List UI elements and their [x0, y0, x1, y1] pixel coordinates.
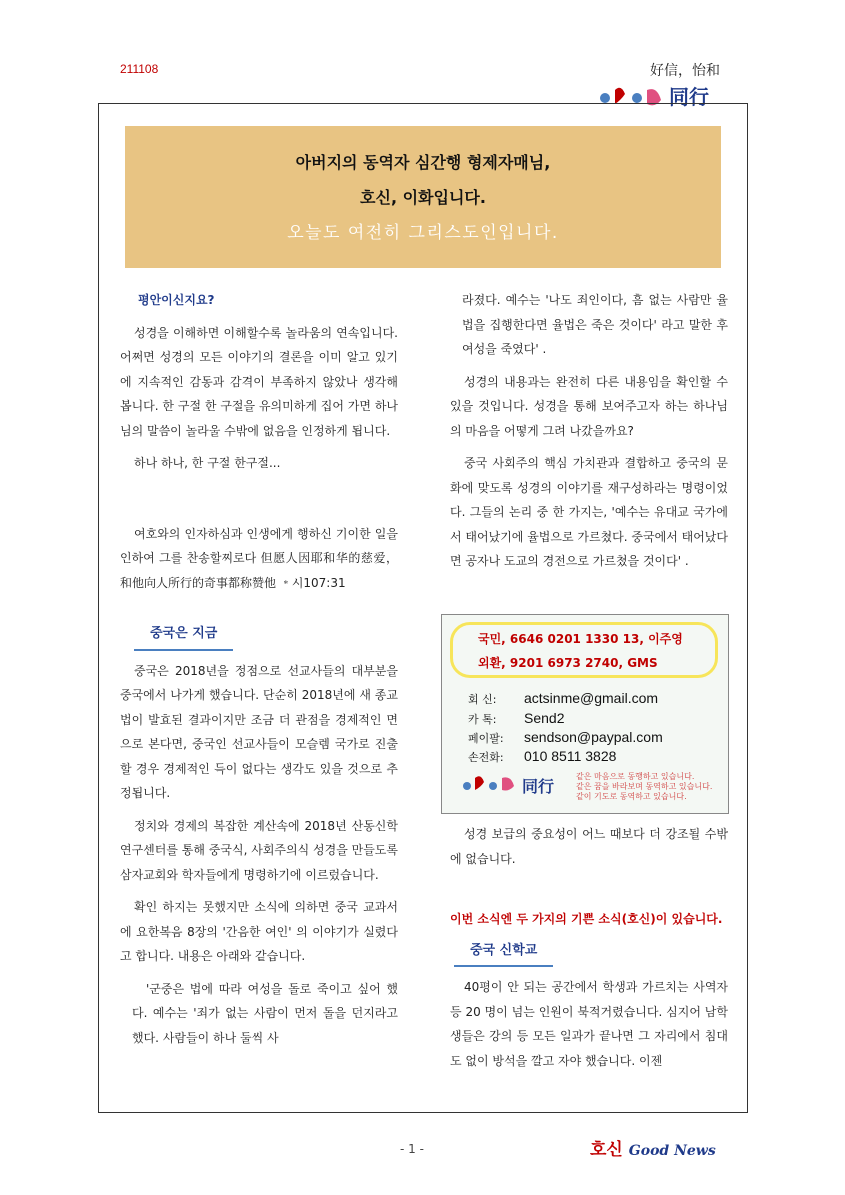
paypal-row: 페이팔: sendson@paypal.com: [468, 729, 663, 745]
paragraph: 정치와 경제의 복잡한 계산속에 2018년 산동신학연구센터를 통해 중국식, 사회주의식 성경을 만들도록 삼자교회와 학자들에게 명령하기에 이르렀습니다.: [120, 818, 398, 882]
bank-account-2: 외환, 9201 6973 2740, GMS: [478, 656, 658, 670]
paragraph: 중국은 2018년을 정점으로 선교사들의 대부분을 중국에서 나가게 했습니다. 단순히 2018년에 새 종교법이 발효된 결과이지만 조금 더 관점을 경제적인 면으로 본다면, 중국인 선교사들이 모슬렘 국가로 진출할 경우 경제적인 득이 없다는 생각도 있을 것으로 추정됩니다.: [120, 663, 398, 800]
phone-row: 손전화: 010 8511 3828: [468, 748, 617, 764]
banner-line-3: 오늘도 여전히 그리스도인입니다.: [287, 223, 559, 243]
paragraph: 성경 보급의 중요성이 어느 때보다 더 강조될 수밖에 없습니다.: [450, 827, 728, 866]
bank-account-1: 국민, 6646 0201 1330 13, 이주영: [478, 632, 683, 646]
textbook-quote: '군중은 법에 따라 여성을 돌로 죽이고 싶어 했다. 예수는 '죄가 없는 사람이 먼저 돌을 던지라고 했다. 사람들이 하나 둘씩 사: [132, 981, 398, 1045]
notice-text: 이번 소식엔 두 가지의 기쁜 소식(호신)이 있습니다.: [450, 912, 723, 926]
email-row: 회 신: actsinme@gmail.com: [468, 690, 659, 706]
scripture-quote: 여호와의 인자하심과 인생에게 행하신 기이한 일을 인하여 그를 찬송할찌로다 但愿人因耶和华的慈爱，和他向人所行的奇事都称赞他 ﹡시107:31: [120, 526, 398, 590]
hoshin-good-news-logo: 호신 Good News: [590, 1140, 716, 1160]
slogan-1: 같은 마음으로 동행하고 있습니다.: [576, 772, 695, 781]
email-link[interactable]: actsinme@gmail.com: [524, 690, 659, 706]
right-column-lower: [450, 822, 728, 1073]
slogan-3: 같이 기도로 동역하고 있습니다.: [576, 792, 687, 801]
section-title-seminary: 중국 신학교: [454, 939, 553, 968]
issue-date: 211108: [120, 62, 159, 76]
left-column: [120, 288, 398, 1050]
paragraph: 확인 하지는 못했지만 소식에 의하면 중국 교과서에 요한복음 8장의 '간음한 여인' 의 이야기가 실렸다고 합니다. 내용은 아래와 같습니다.: [120, 900, 398, 963]
right-column: [450, 288, 728, 574]
paragraph: 하나 하나, 한 구절 한구절...: [134, 456, 281, 470]
paypal-link[interactable]: sendson@paypal.com: [524, 729, 663, 745]
section-title-china-now: 중국은 지금: [134, 622, 233, 651]
kakao-row: 카 톡: Send2: [468, 710, 565, 726]
banner-line-2: 호신, 이화입니다.: [360, 188, 486, 207]
paragraph: 성경의 내용과는 완전히 다른 내용임을 확인할 수 있을 것입니다. 성경을 통해 보여주고자 하는 하나님의 마음을 어떻게 그려 나갔을까요?: [450, 374, 728, 438]
banner-line-1: 아버지의 동역자 심간행 형제자매님,: [295, 153, 551, 172]
svg-text:同行: 同行: [522, 777, 555, 796]
paragraph: 40평이 안 되는 공간에서 학생과 가르치는 사역자 등 20 명이 넘는 인원이 북적거렸습니다. 심지어 남학생들은 강의 등 모든 일과가 끝나면 그 자리에서 침대도 없이 방석을 깔고 자야 했습니다. 이젠: [450, 980, 728, 1068]
dongheng-logo-small: [460, 772, 580, 796]
paragraph: 중국 사회주의 핵심 가치관과 결합하고 중국의 문화에 맞도록 성경의 이야기를 재구성하라는 명령이었다. 그들의 논리 중 한 가지는, '예수는 유대교 국가에서 태어났기에 율법으로 가르쳤다. 중국에서 태어났다면 공자나 도교의 경전으로 가르쳤을 것이다' .: [450, 456, 728, 568]
greeting-text: 好信，怡和: [650, 63, 720, 79]
textbook-quote-continued: 라졌다. 예수는 '나도 죄인이다, 흠 없는 사람만 율법을 집행한다면 율법은 죽은 것이다' 라고 말한 후 여성을 죽였다' .: [462, 293, 728, 356]
section-title-greeting: 평안이신지요?: [138, 293, 215, 307]
page-number: - 1 -: [400, 1142, 424, 1156]
paragraph: 성경을 이해하면 이해할수록 놀라움의 연속입니다. 어쩌면 성경의 모든 이야기의 결론을 이미 알고 있기에 지속적인 감동과 감격이 부족하지 않았나 생각해 봅니다. 한 구절 한 구절을 유의미하게 집어 가면 하나님의 말씀이 놀라울 수밖에 없음을 인정하게 됩니다.: [120, 325, 398, 438]
logo-text: 同行: [669, 85, 709, 109]
slogan-2: 같은 꿈을 바라보며 동역하고 있습니다.: [576, 782, 713, 791]
